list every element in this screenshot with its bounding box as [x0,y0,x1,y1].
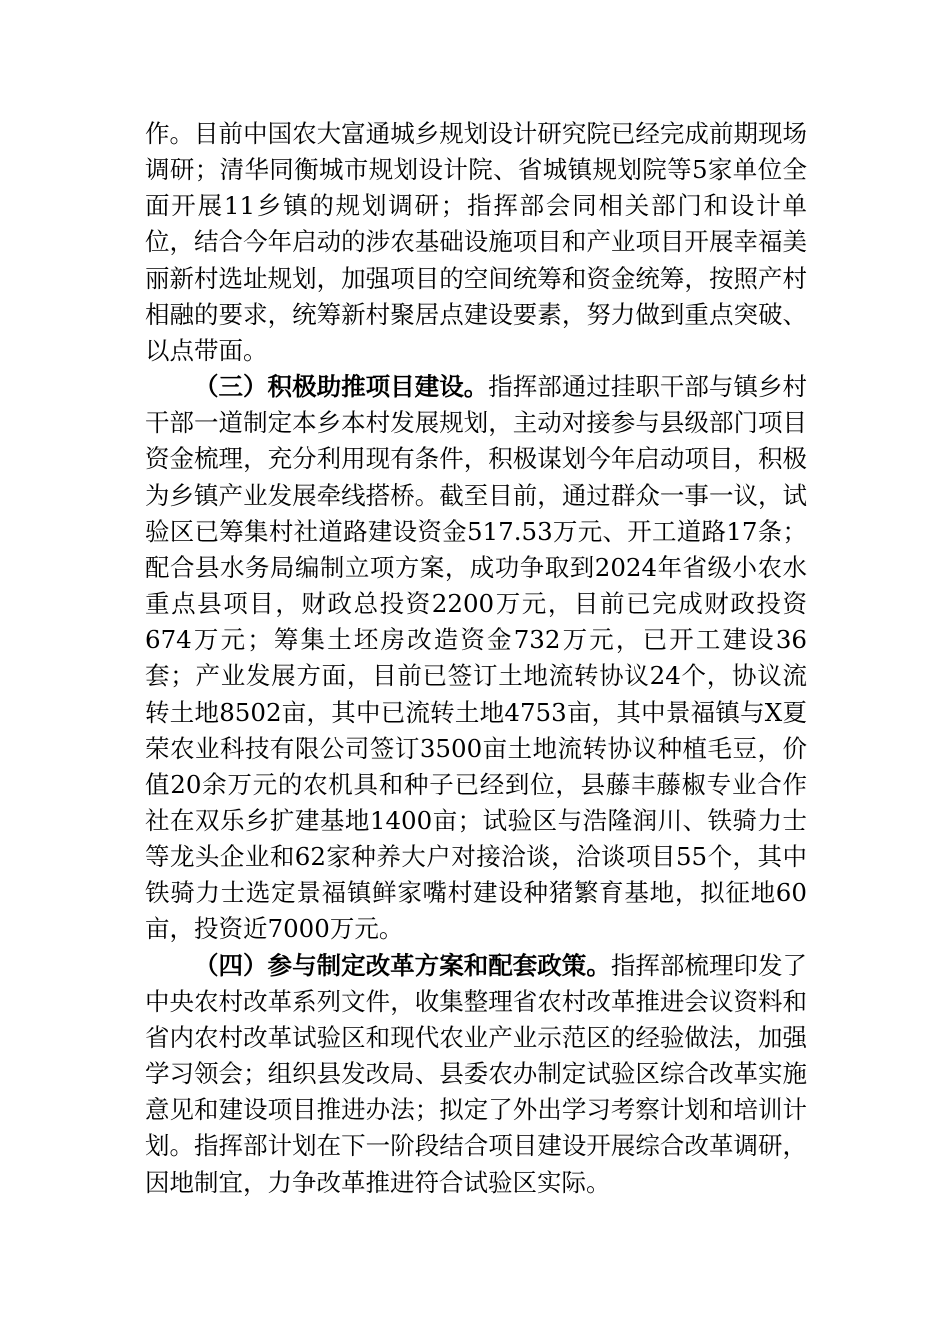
document-body [145,116,807,1201]
section-heading-4: （四）参与制定改革方案和配套政策。 [194,950,611,980]
paragraph-reform-policy [145,948,807,1201]
paragraph-body: 指挥部梳理印发了中央农村改革系列文件，收集整理省农村改革推进会议资料和省内农村改革试验区和现代农业产业示范区的经验做法，加强学习领会；组织县发改局、县委农办制定试验区综合改革实施意见和建设项目推进办法；拟定了外出学习考察计划和培训计划。指挥部计划在下一阶段结合项目建设开展综合改革调研，因地制宜，力争改革推进符合试验区实际。 [145,950,808,1197]
paragraph-body: 作。目前中国农大富通城乡规划设计研究院已经完成前期现场调研；清华同衡城市规划设计院、省城镇规划院等5家单位全面开展11乡镇的规划调研；指挥部会同相关部门和设计单位，结合今年启动的涉农基础设施项目和产业项目开展幸福美丽新村选址规划，加强项目的空间统筹和资金统筹，按照产村相融的要求，统筹新村聚居点建设要素，努力做到重点突破、以点带面。 [145,119,807,365]
section-heading-3: （三）积极助推项目建设。 [194,372,489,402]
paragraph-continuation [145,116,807,369]
paragraph-body: 指挥部通过挂职干部与镇乡村干部一道制定本乡本村发展规划，主动对接参与县级部门项目资金梳理，充分利用现有条件，积极谋划今年启动项目，积极为乡镇产业发展牵线搭桥。截至目前，通过群众一事一议，试验区已筹集村社道路建设资金517.53万元、开工道路17条；配合县水务局编制立项方案，成功争取到2024年省级小农水重点县项目，财政总投资2200万元，目前已完成财政投资674万元；筹集土坯房改造资金732万元，已开工建设36套；产业发展方面，目前已签订土地流转协议24个，协议流转土地8502亩，其中已流转土地4753亩，其中景福镇与X夏荣农业科技有限公司签订3500亩土地流转协议种植毛豆，价值20余万元的农机具和种子已经到位，县藤丰藤椒专业合作社在双乐乡扩建基地1400亩；试验区与浩隆润川、铁骑力士等龙头企业和62家种养大户对接洽谈，洽谈项目55个，其中铁骑力士选定景福镇鲜家嘴村建设种猪繁育基地，拟征地60亩，投资近7000万元。 [145,372,807,944]
paragraph-project-construction [145,369,807,948]
